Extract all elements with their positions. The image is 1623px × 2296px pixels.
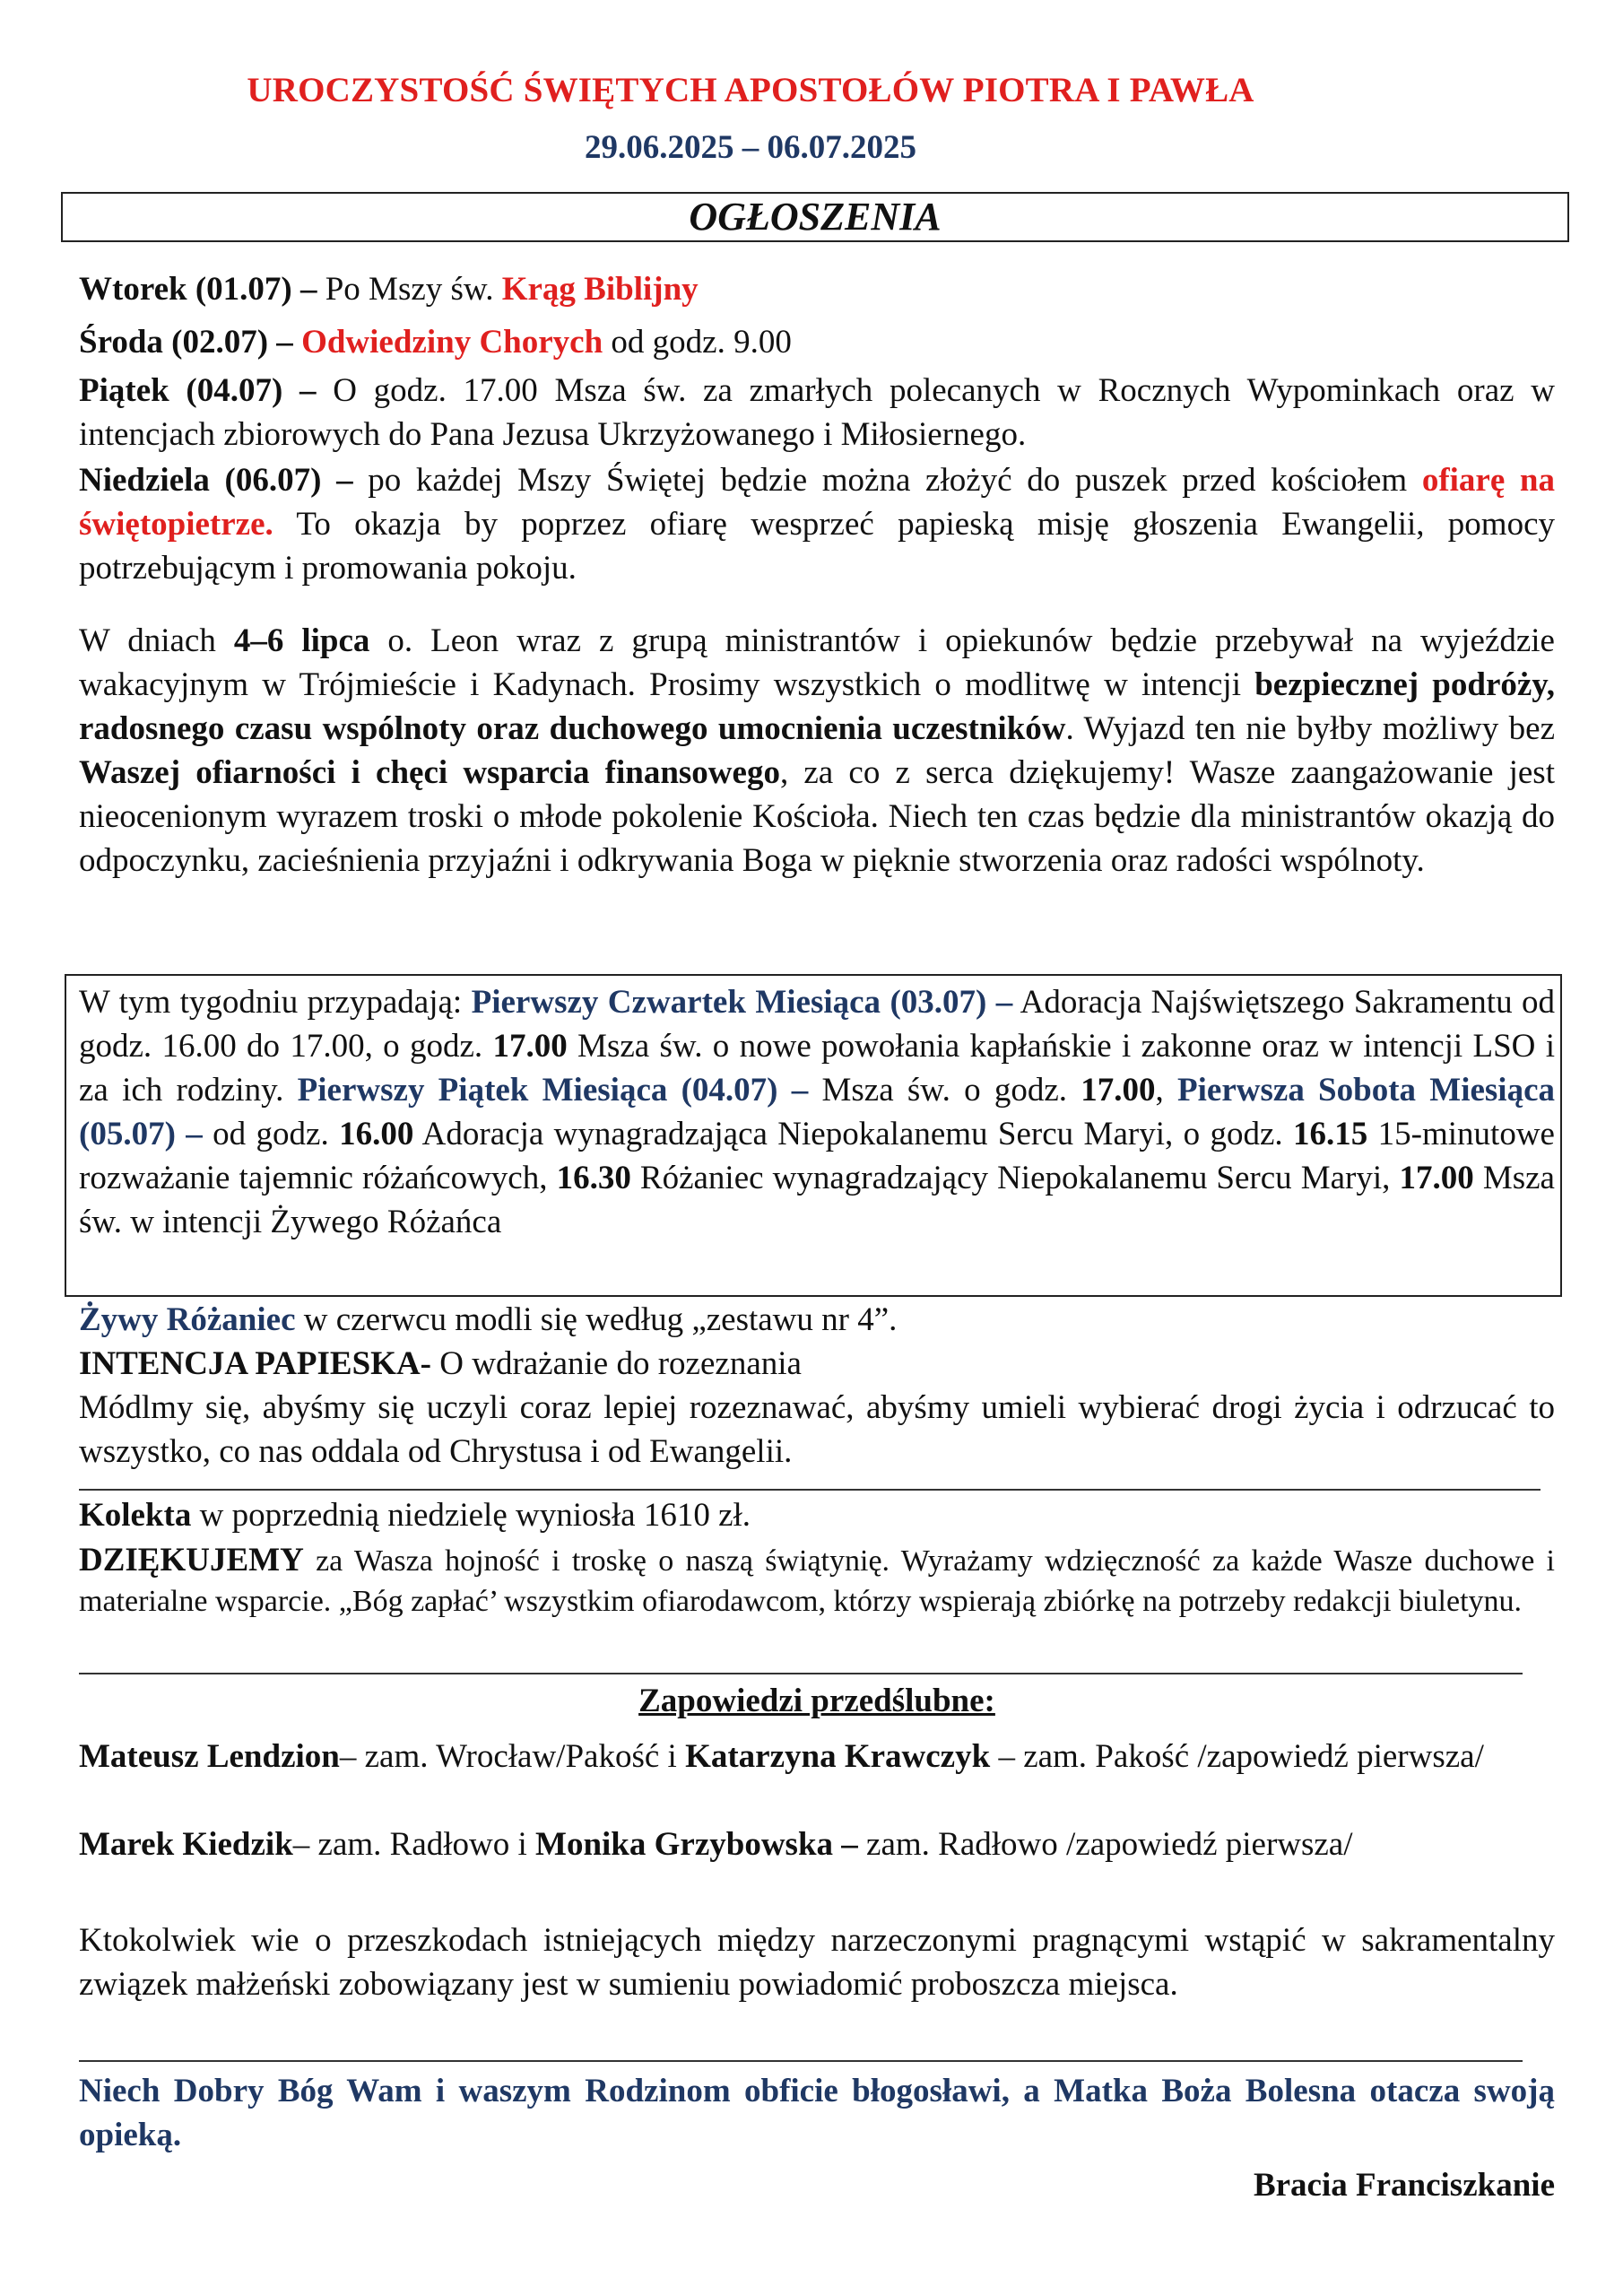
first-friday: Pierwszy Piątek Miesiąca (04.07) – [297, 1072, 809, 1109]
trip-dates: 4–6 lipca [233, 622, 370, 659]
thanks-text: za Wasza hojność i troskę o naszą świątynię. Wyrażamy wdzięczność za każde Wasze duchowe i materialne wsparcie. „Bóg zapłać’ wszystkim ofiarodawcom, którzy wspierają zbiórkę na potrzeby redakcji biuletynu. [79, 1544, 1555, 1618]
divider [79, 2060, 1523, 2062]
trip-text-4: , za co z serca dziękujemy! Wasze zaangażowanie jest nieocenionym wyrazem troski o młode pokolenie Kościoła. Niech ten czas będzie dla ministrantów okazją do odpoczynku, zacieśnienia przyjaźni i odkrywania Boga w pięknie stworzenia oraz radości wspólnoty. [79, 754, 1555, 879]
closing-blessing: Niech Dobry Bóg Wam i waszym Rodzinom obficie błogosławi, a Matka Boża Bolesna otacza swoją opieką. [79, 2073, 1555, 2153]
friday-paragraph [79, 369, 1555, 457]
trip-paragraph [79, 619, 1555, 883]
feast-title: UROCZYSTOŚĆ ŚWIĘTYCH APOSTOŁÓW PIOTRA I PAWŁA [247, 71, 1254, 109]
couple-1-text-2: – zam. Pakość /zapowiedź pierwsza/ [990, 1738, 1484, 1775]
rosary-line [79, 1298, 1555, 1342]
trip-thanks: Waszej ofiarności i chęci wsparcia finansowego [79, 754, 780, 791]
banns-heading-wrap [79, 1679, 1555, 1723]
week-text-9: Różaniec wynagradzający Niepokalanemu Sercu Maryi, [630, 1160, 1400, 1196]
week-text-8: 15-minutowe rozważanie tajemnic różańcowych, [79, 1116, 1555, 1196]
couple-1-text-1: – zam. Wrocław/Pakość i [339, 1738, 686, 1775]
trip-text-2: o. Leon wraz z grupą ministrantów i opiekunów będzie przebywał na wyjeździe wakacyjnym w Trójmieście i Kadynach. Prosimy wszystkich o modlitwę w intencji [79, 622, 1555, 703]
living-rosary: Żywy Różaniec [79, 1301, 296, 1338]
papal-intention-label: INTENCJA PAPIESKA- [79, 1345, 431, 1382]
time-1: 17.00 [492, 1028, 568, 1065]
collection-text: w poprzednią niedzielę wyniosła 1610 zł. [191, 1497, 751, 1534]
week-text-4: Msza św. o godz. [808, 1072, 1081, 1109]
time-6: 17.00 [1399, 1160, 1474, 1196]
tuesday-event: Krąg Biblijny [501, 271, 699, 308]
rosary-text: w czerwcu modli się według „zestawu nr 4”. [295, 1301, 898, 1338]
week-text-7: Adoracja wynagradzająca Niepokalanemu Sercu Maryi, o godz. [413, 1116, 1294, 1152]
week-text-1: W tym tygodniu przypadają: [79, 984, 472, 1021]
friday-label: Piątek (04.07) – [79, 372, 317, 409]
divider [79, 1489, 1541, 1491]
first-thursday: Pierwszy Czwartek Miesiąca (03.07) – [471, 984, 1013, 1021]
wednesday-line [79, 320, 1555, 364]
time-2: 17.00 [1081, 1072, 1156, 1109]
trip-text-3: . Wyjazd ten nie byłby możliwy bez [1065, 710, 1555, 747]
couple-2-text-1: – zam. Radłowo i [292, 1826, 536, 1863]
week-text-5: , [1155, 1072, 1178, 1109]
signature: Bracia Franciszkanie [1253, 2167, 1555, 2204]
announcements-heading: OGŁOSZENIA [61, 192, 1569, 242]
sunday-label: Niedziela (06.07) – [79, 462, 353, 499]
wednesday-event: Odwiedziny Chorych [301, 324, 603, 361]
tuesday-line [79, 267, 1555, 311]
thanks-paragraph [79, 1540, 1555, 1622]
week-text-3: Msza św. o nowe powołania kapłańskie i zakonne oraz w intencji LSO i za ich rodziny. [79, 1028, 1555, 1109]
couple-2-text-2: zam. Radłowo /zapowiedź pierwsza/ [857, 1826, 1353, 1863]
papal-intention-line [79, 1342, 1555, 1386]
bride-2: Monika Grzybowska – [535, 1826, 858, 1863]
divider [79, 1673, 1523, 1674]
collection-label: Kolekta [79, 1497, 192, 1534]
time-4: 16.15 [1293, 1116, 1368, 1152]
friday-text: O godz. 17.00 Msza św. za zmarłych polecanych w Rocznych Wypominkach oraz w intencjach zbiorowych do Pana Jezusa Ukrzyżowanego i Miłosiernego. [79, 372, 1555, 453]
tuesday-text: Po Mszy św. [317, 271, 502, 308]
sunday-event: ofiarę na świętopietrze. [79, 462, 1555, 543]
sunday-paragraph [79, 458, 1555, 590]
bride-1: Katarzyna Krawczyk [685, 1738, 991, 1775]
banns-couple-1 [79, 1735, 1555, 1779]
sunday-text-1: po każdej Mszy Świętej będzie można złożyć do puszek przed kościołem [352, 462, 1422, 499]
papal-intention-prayer: Módlmy się, abyśmy się uczyli coraz lepiej rozeznawać, abyśmy umieli wybierać drogi życia i odrzucać to wszystko, co nas oddala od Chrystusa i od Ewangelii. [79, 1389, 1555, 1470]
week-text-10: Msza św. w intencji Żywego Różańca [79, 1160, 1555, 1240]
time-3: 16.00 [339, 1116, 414, 1152]
trip-text-1: W dniach [79, 622, 234, 659]
banns-heading: Zapowiedzi przedślubne: [638, 1683, 995, 1719]
thanks-label: DZIĘKUJEMY [79, 1542, 304, 1578]
week-text-6: od godz. [202, 1116, 340, 1152]
papal-intention-title: O wdrażanie do rozeznania [431, 1345, 802, 1382]
first-saturday: Pierwsza Sobota Miesiąca (05.07) – [79, 1072, 1556, 1152]
week-text-2: Adoracja Najświętszego Sakramentu od godz. 16.00 do 17.00, o godz. [79, 984, 1556, 1065]
sunday-text-2: To okazja by poprzez ofiarę wesprzeć papieską misję głoszenia Ewangelii, pomocy potrzebującym i promowania pokoju. [79, 506, 1555, 587]
week-dates: 29.06.2025 – 06.07.2025 [585, 129, 916, 166]
collection-line [79, 1493, 1555, 1537]
wednesday-label: Środa (02.07) – [79, 324, 302, 361]
banns-couple-2 [79, 1822, 1555, 1866]
groom-2: Marek Kiedzik [79, 1826, 293, 1863]
time-5: 16.30 [556, 1160, 631, 1196]
banns-notice: Ktokolwiek wie o przeszkodach istniejących między narzeczonymi pragnącymi wstąpić w sakramentalny związek małżeński zobowiązany jest w sumieniu powiadomić proboszcza miejsca. [79, 1922, 1555, 2003]
wednesday-text: od godz. 9.00 [603, 324, 792, 361]
trip-prayer-intention: bezpiecznej podróży, radosnego czasu wspólnoty oraz duchowego umocnienia uczestników [79, 666, 1556, 747]
week-paragraph [79, 980, 1555, 1244]
tuesday-label: Wtorek (01.07) – [79, 271, 317, 308]
groom-1: Mateusz Lendzion [79, 1738, 340, 1775]
